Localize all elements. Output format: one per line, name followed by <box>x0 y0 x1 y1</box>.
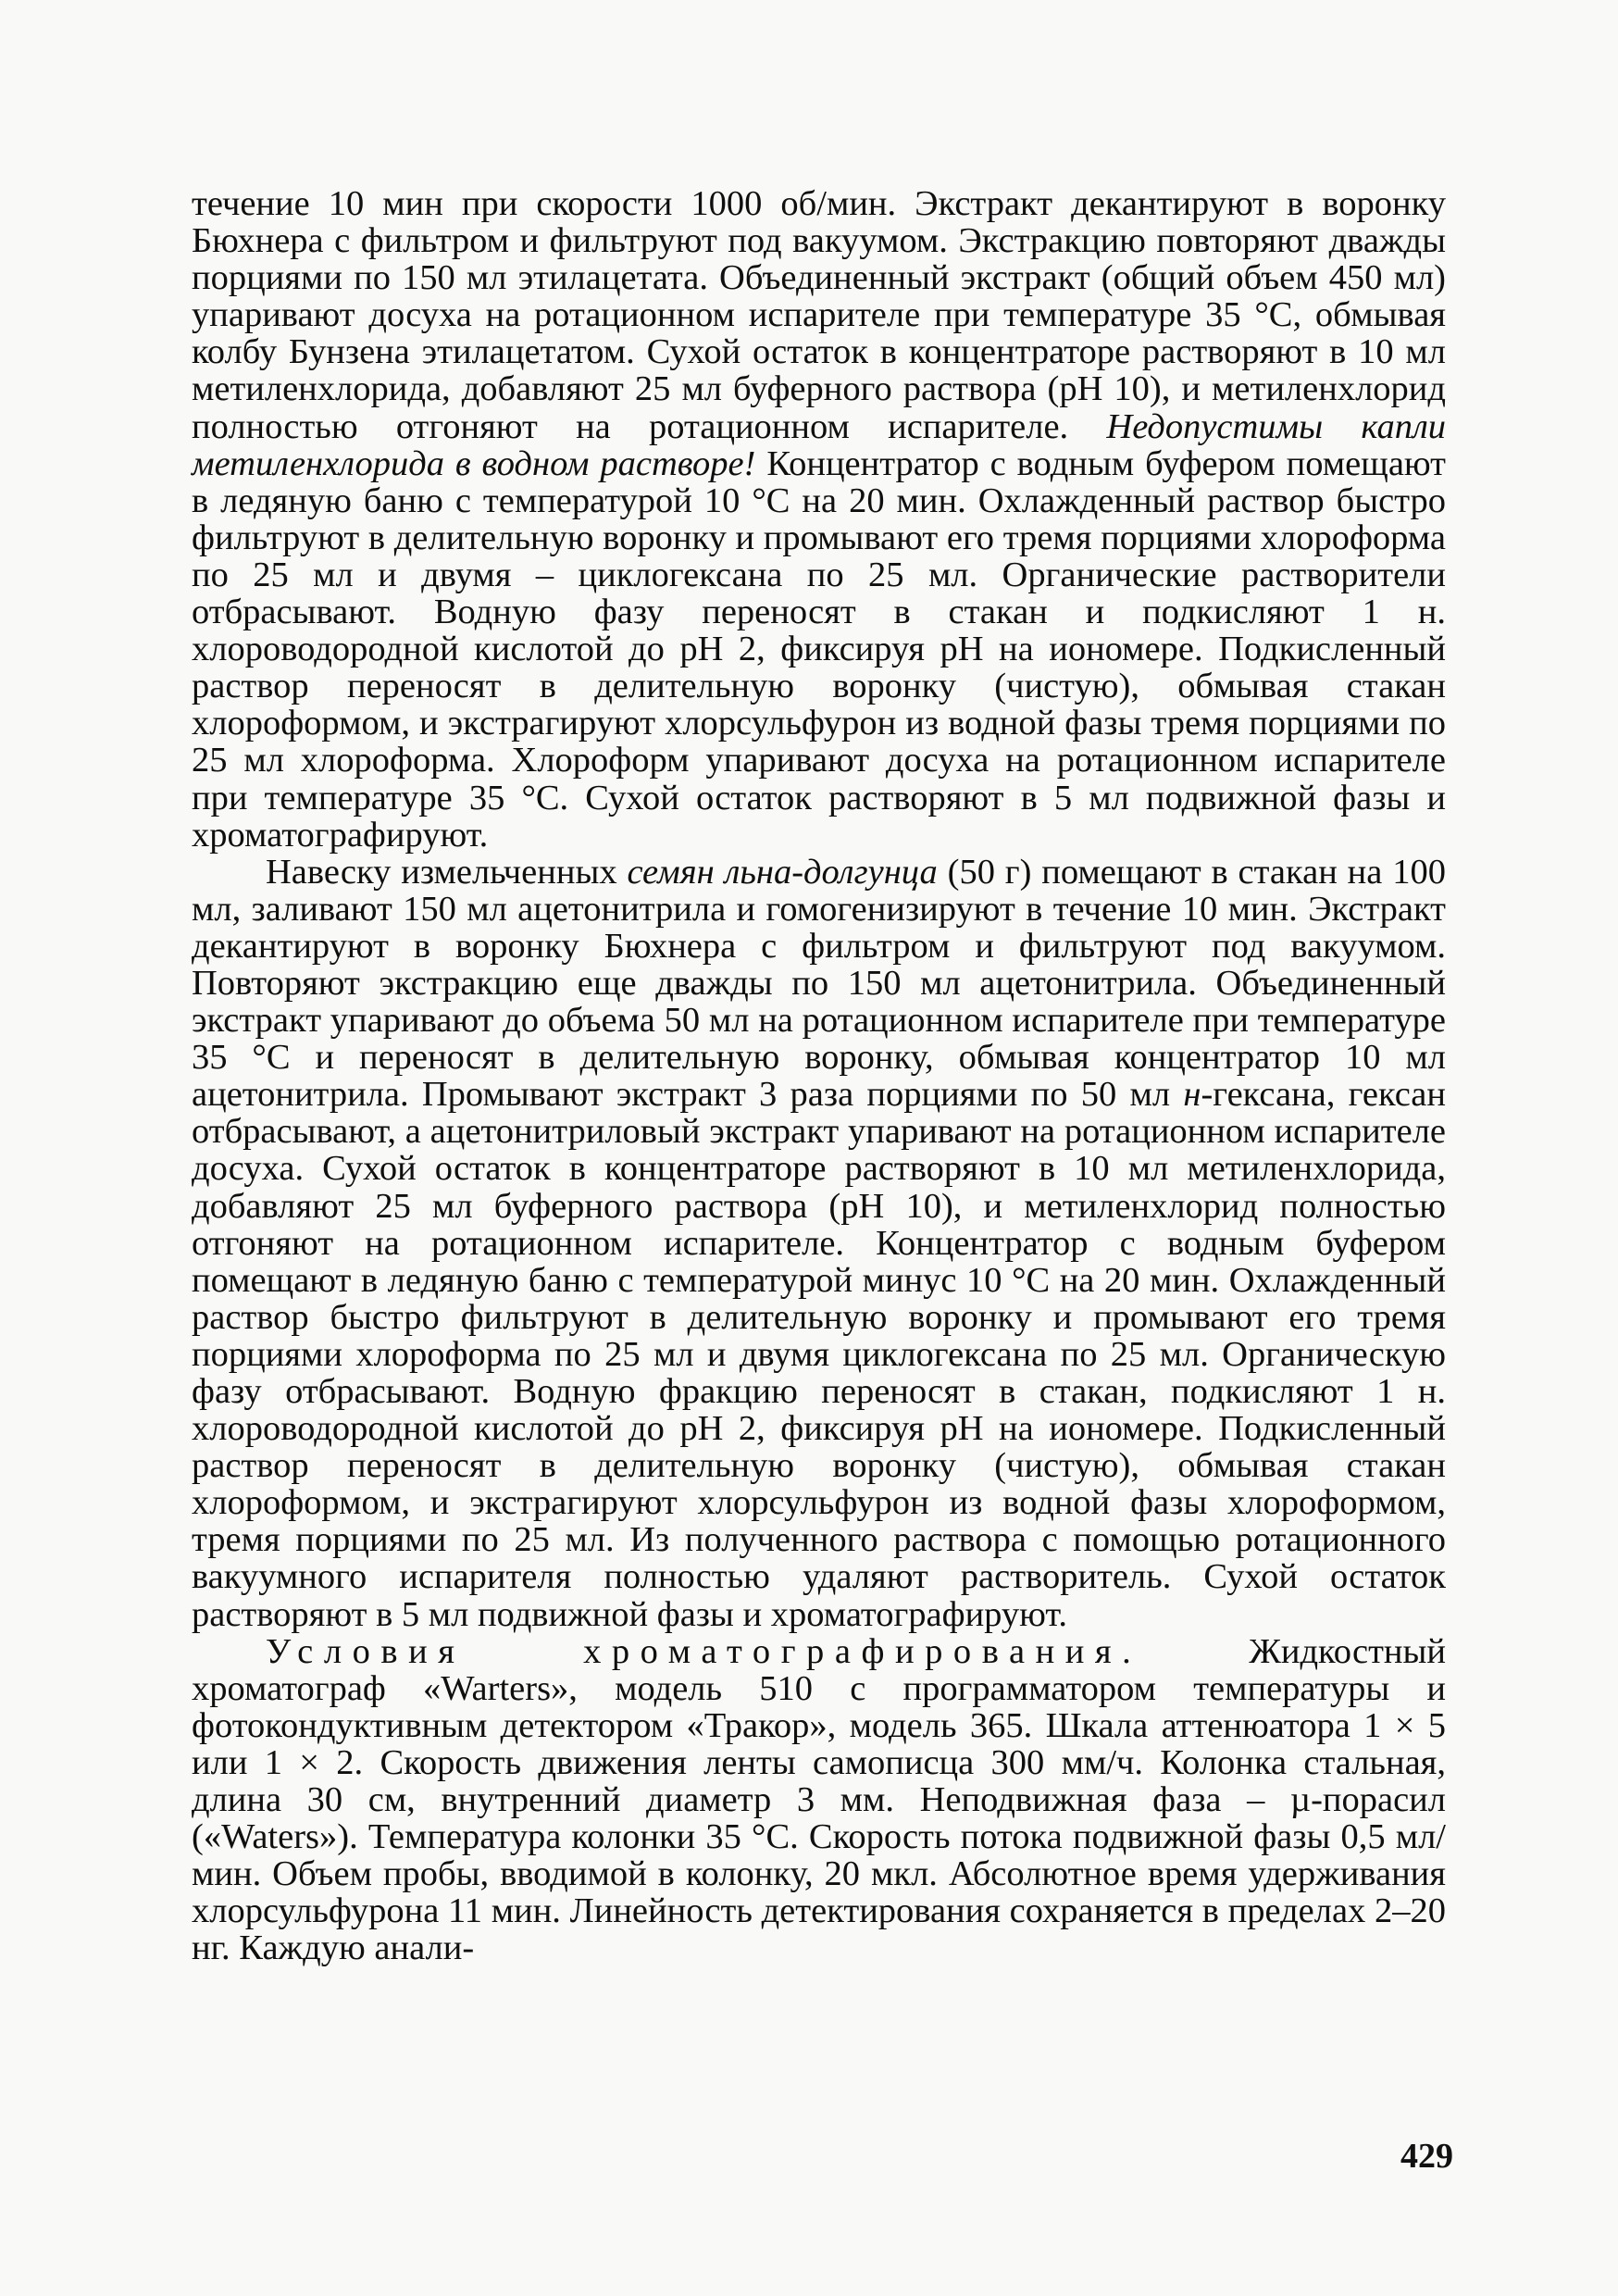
paragraph-text: Навеску измельченных <box>266 852 628 892</box>
paragraph-extraction-continued <box>192 185 1446 854</box>
paragraph-text: Концентратор с водным буфером помещают в ледяную баню с температурой 10 °С на 20 мин. Охлажденный раствор быстро фильтруют в делительную воронку и промывают его тремя порциями хлороформа по 25 мл и двумя – циклогексана по 25 мл. Органические растворители отбрасывают. Водную фазу переносят в стакан и подкисляют 1 н. хлороводородной кислотой до рН 2, фиксируя рН на иономере. Подкисленный раствор переносят в делительную воронку (чистую), обмывая стакан хлороформом, и экстрагируют хлорсульфурон из водной фазы тремя порциями по 25 мл хлороформа. Хлороформ упаривают досуха на ротационном испарителе при температуре 35 °С. Сухой остаток растворяют в 5 мл подвижной фазы и хроматографируют. <box>192 443 1446 855</box>
warning-italic: Недопустимы капли метиленхлорида в водном растворе! <box>192 406 1446 483</box>
paragraph-text: Жидкостный хроматограф «Warters», модель 510 с программатором температуры и фотокондуктивным детектором «Тракор», модель 365. Шкала аттенюатора 1 × 5 или 1 × 2. Скорость движения ленты самописца 300 мм/ч. Колонка стальная, длина 30 см, внутренний диаметр 3 мм. Неподвижная фаза – µ-порасил («Waters»). Температура колонки 35 °С. Скорость потока подвижной фазы 0,5 мл/мин. Объем пробы, вводимой в колонку, 20 мкл. Абсолютное время удерживания хлорсульфурона 11 мин. Линейность детектирования сохраняется в пределах 2–20 нг. Каждую анали- <box>192 1631 1446 1968</box>
section-heading-spaced: Условия хроматографирования. <box>266 1631 1142 1671</box>
page-number: 429 <box>1400 2137 1453 2176</box>
hexane-prefix-italic: н <box>1183 1075 1201 1115</box>
sample-name-italic: семян льна-долгунца <box>627 852 938 892</box>
paragraph-text: течение 10 мин при скорости 1000 об/мин. Экстракт декантируют в воронку Бюхнера с фильтром и фильтруют под вакуумом. Экстракцию повторяют дважды порциями по 150 мл этилацетата. Объединенный экстракт (общий объем 450 мл) упаривают досуха на ротационном испарителе при температуре 35 °С, обмывая колбу Бунзена этилацетатом. Сухой остаток в концентраторе растворяют в 10 мл метиленхлорида, добавляют 25 мл буферного раствора (рН 10), и метиленхлорид полностью отгоняют на ротационном испарителе. <box>192 184 1446 446</box>
page-body <box>192 185 1446 2250</box>
paragraph-text: (50 г) помещают в стакан на 100 мл, заливают 150 мл ацетонитрила и гомогенизируют в течение 10 мин. Экстракт декантируют в воронку Бюхнера с фильтром и фильтруют под вакуумом. Повторяют экстракцию еще дважды по 150 мл ацетонитрила. Объединенный экстракт упаривают до объема 50 мл на ротационном испарителе при температуре 35 °С и переносят в делительную воронку, обмывая концентратор 10 мл ацетонитрила. Промывают экстракт 3 раза порциями по 50 мл <box>192 852 1446 1115</box>
paragraph-flax-seeds <box>192 854 1446 1633</box>
paragraph-text: -гексана, гексан отбрасывают, а ацетонитриловый экстракт упаривают на ротационном испарителе досуха. Сухой остаток в концентраторе растворяют в 10 мл метиленхлорида, добавляют 25 мл буферного раствора (рН 10), и метиленхлорид полностью отгоняют на ротационном испарителе. Концентратор с водным буфером помещают в ледяную баню с температурой минус 10 °С на 20 мин. Охлажденный раствор быстро фильтруют в делительную воронку и промывают его тремя порциями хлороформа по 25 мл и двумя циклогексана по 25 мл. Органическую фазу отбрасывают. Водную фракцию переносят в стакан, подкисляют 1 н. хлороводородной кислотой до рН 2, фиксируя рН на иономере. Подкисленный раствор переносят в делительную воронку (чистую), обмывая стакан хлороформом, и экстрагируют хлорсульфурон из водной фазы хлороформом, тремя порциями по 25 мл. Из полученного раствора с помощью ротационного вакуумного испарителя полностью удаляют растворитель. Сухой остаток растворяют в 5 мл подвижной фазы и хроматографируют. <box>192 1075 1446 1634</box>
paragraph-chromatography-conditions <box>192 1633 1446 1967</box>
